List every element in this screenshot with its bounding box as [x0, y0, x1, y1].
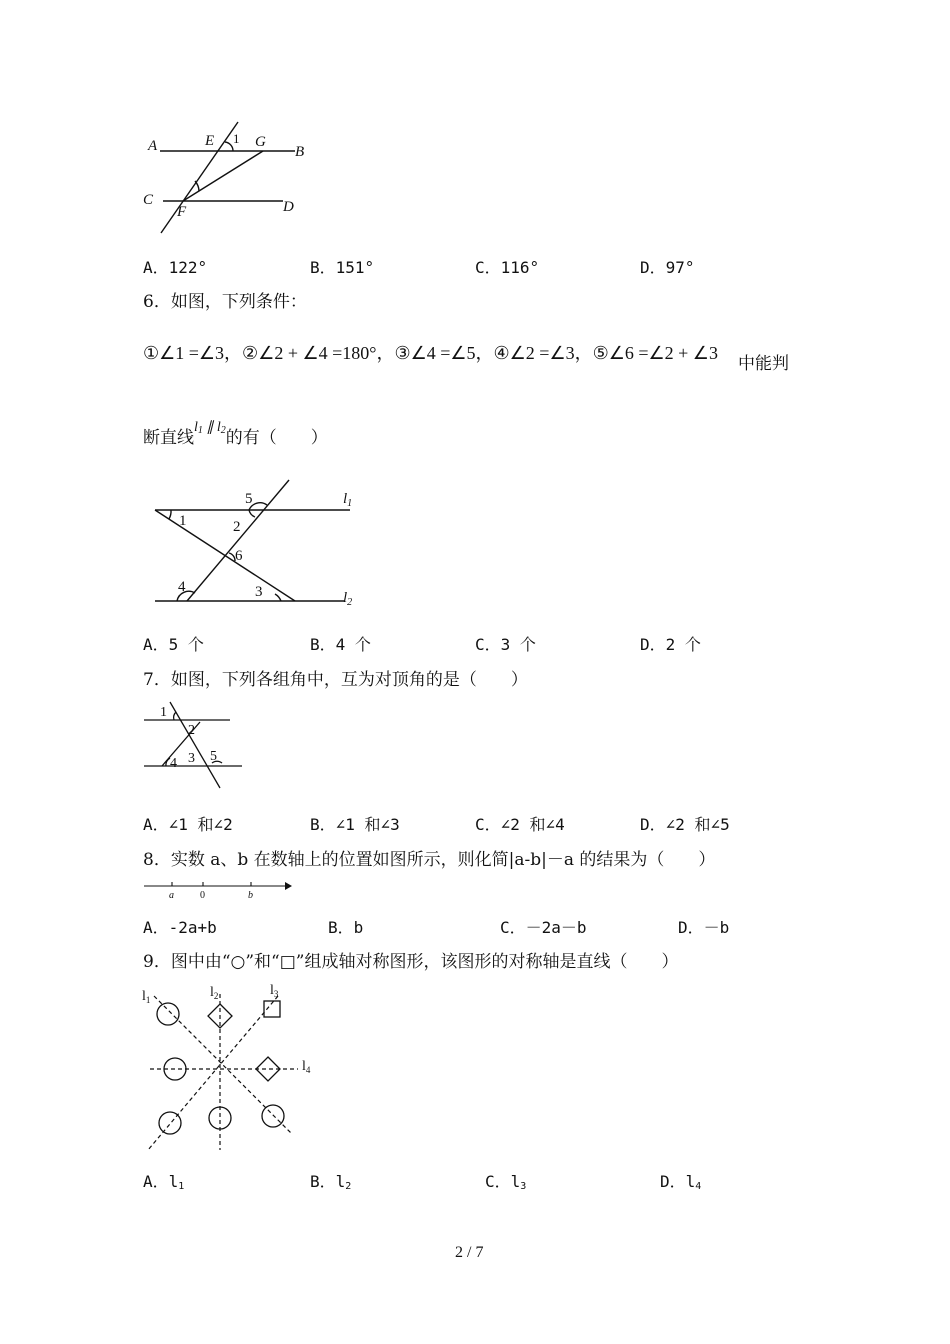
q9-option-a[interactable]: A．$l_1$	[143, 1172, 185, 1192]
q6-conditions-tail: 中能判	[738, 354, 789, 374]
angle-arc-1	[169, 510, 171, 519]
label-l2: $l_2$	[210, 985, 219, 1001]
label-1: 1	[160, 705, 167, 720]
label-C: C	[143, 192, 154, 208]
label-2: 2	[233, 519, 241, 535]
label-6: 6	[235, 548, 243, 564]
q6-option-d[interactable]: D．2 个	[640, 635, 701, 654]
angle-arc-f	[195, 181, 199, 191]
q7-option-a[interactable]: A．∠1 和∠2	[143, 815, 233, 834]
steep-transversal	[170, 702, 220, 788]
label-4: 4	[178, 579, 186, 595]
q6-option-a[interactable]: A．5 个	[143, 635, 204, 654]
q5-figure	[135, 115, 325, 240]
q5-option-b[interactable]: B．151°	[310, 258, 375, 277]
circle-bottom	[209, 1107, 231, 1129]
angle-arc-3	[275, 594, 281, 601]
q7-figure	[140, 700, 250, 795]
label-A: A	[148, 138, 158, 154]
q7-option-b[interactable]: B．∠1 和∠3	[310, 815, 400, 834]
q6-line2	[143, 420, 328, 453]
q6-stem: 6．如图，下列条件：	[143, 292, 307, 312]
label-5: 5	[245, 491, 253, 507]
label-0: 0	[200, 890, 205, 901]
q6-option-c[interactable]: C．3 个	[475, 635, 536, 654]
q5-option-c[interactable]: C．116°	[475, 258, 540, 277]
label-l1: $l_1$	[343, 491, 353, 509]
label-4: 4	[170, 756, 177, 771]
line-fg	[183, 151, 263, 201]
q9-figure	[140, 982, 320, 1157]
q8-option-b[interactable]: B．b	[328, 918, 364, 937]
label-F: F	[177, 204, 187, 220]
label-l4: $l_4$	[302, 1059, 311, 1075]
circle-bottom-left	[159, 1112, 181, 1134]
label-2: 2	[188, 723, 195, 738]
angle-arc-1	[225, 142, 233, 151]
label-1: 1	[233, 131, 240, 146]
angle-arc-1	[174, 712, 176, 720]
label-D: D	[283, 199, 294, 215]
q9-option-b[interactable]: B．$l_2$	[310, 1172, 352, 1192]
q6-figure	[145, 475, 365, 615]
label-B: B	[295, 144, 305, 160]
q6-line2-prefix: 断直线	[143, 428, 194, 448]
label-3: 3	[188, 751, 195, 766]
circle-bottom-right	[262, 1105, 284, 1127]
q9-option-d[interactable]: D．$l_4$	[660, 1172, 702, 1192]
q6-option-b[interactable]: B．4 个	[310, 635, 371, 654]
q9-option-c[interactable]: C．$l_3$	[485, 1172, 527, 1192]
q8-number-line	[143, 878, 295, 902]
label-b: b	[248, 890, 253, 901]
label-E: E	[205, 133, 215, 149]
q7-stem: 7．如图，下列各组角中，互为对顶角的是（ ）	[143, 670, 528, 690]
q8-stem: 8．实数 a、b 在数轴上的位置如图所示，则化简|a-b|－a 的结果为（ ）	[143, 850, 716, 870]
label-5: 5	[210, 749, 217, 764]
q6-conditions: ①∠1 =∠3，②∠2 + ∠4 =180°，③∠4 =∠5，④∠2 =∠3，⑤∠6 =∠2 + ∠3	[143, 343, 718, 363]
circle-top-left	[157, 1003, 179, 1025]
page-number: 2 / 7	[455, 1244, 484, 1261]
transversal-ef	[161, 122, 238, 233]
label-G: G	[255, 134, 266, 150]
q8-option-d[interactable]: D．－b	[678, 918, 730, 937]
q9-stem: 9．图中由“○”和“□”组成轴对称图形，该图形的对称轴是直线（ ）	[143, 952, 679, 972]
q6-line2-suffix: 的有（ ）	[225, 428, 328, 448]
q7-option-d[interactable]: D．∠2 和∠5	[640, 815, 730, 834]
label-l1: $l_1$	[142, 989, 151, 1005]
q6-l1l2: l1 ∥ l2	[194, 420, 226, 436]
label-a: a	[169, 890, 174, 901]
q8-option-c[interactable]: C．－2a－b	[500, 918, 587, 937]
q8-option-a[interactable]: A．-2a+b	[143, 918, 217, 937]
q5-option-a[interactable]: A．122°	[143, 258, 208, 277]
q7-option-c[interactable]: C．∠2 和∠4	[475, 815, 565, 834]
label-1: 1	[179, 513, 187, 529]
q5-option-d[interactable]: D．97°	[640, 258, 695, 277]
label-l3: $l_3$	[270, 983, 279, 999]
label-3: 3	[255, 584, 263, 600]
label-l2: $l_2$	[343, 590, 353, 608]
angle-arc-2	[249, 510, 255, 517]
